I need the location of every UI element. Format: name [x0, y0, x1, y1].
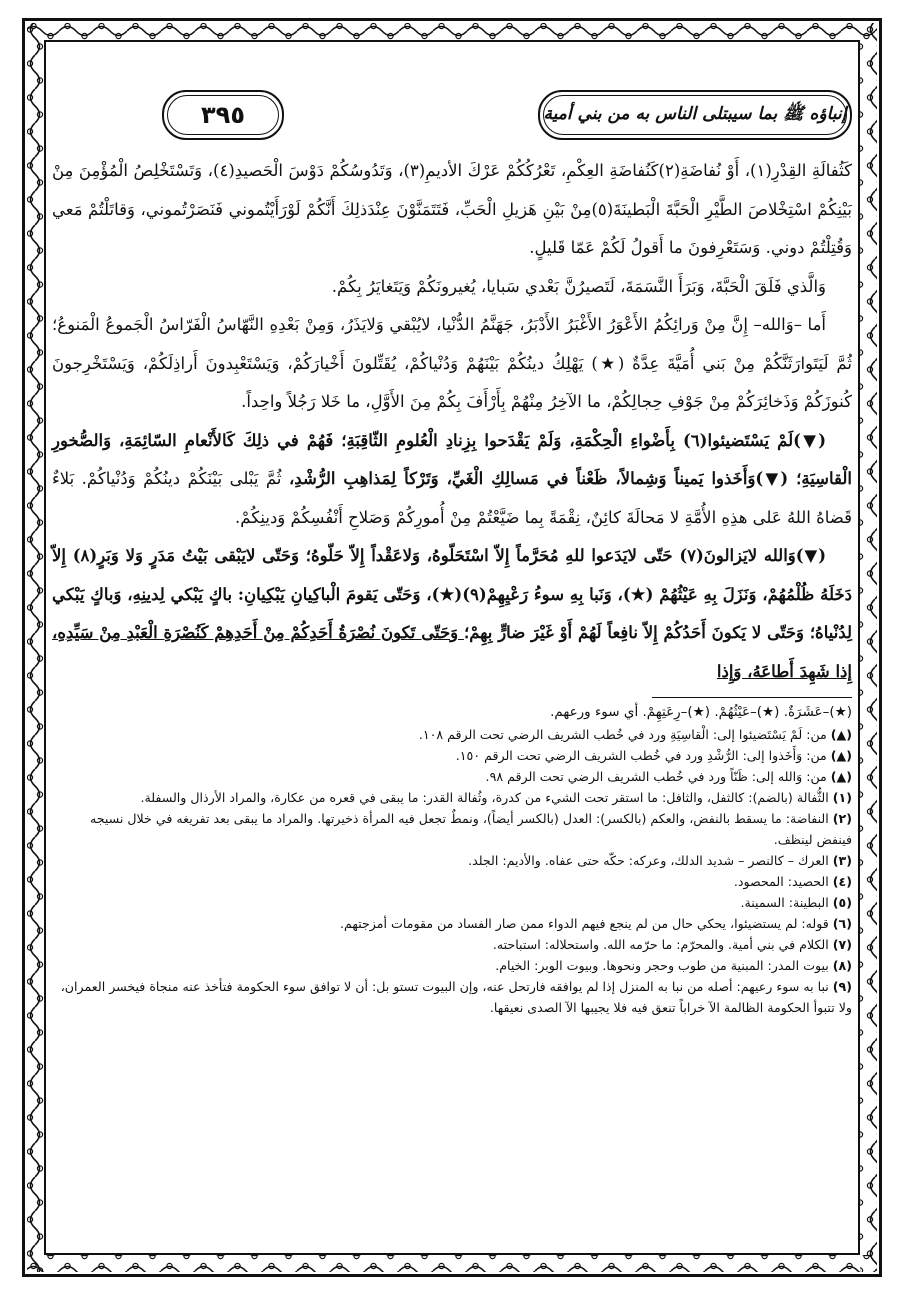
footnote-label: (٧)	[832, 937, 852, 952]
footnote-label: (٨)	[832, 958, 852, 973]
footnote-label: (٥)	[832, 895, 852, 910]
footnote	[52, 955, 852, 976]
footnote	[52, 871, 852, 892]
footnote-label: (١)	[832, 790, 852, 805]
footnote	[52, 850, 852, 871]
footnote	[52, 913, 852, 934]
footnote-label: (٣)	[832, 853, 852, 868]
glossary-line: (★)–عَشَرَةٌ. (★)–عَيْثُهُمْ. (★)–رِعَتِهِمْ. أي سوء ورعهم.	[550, 704, 852, 720]
page-header	[52, 88, 852, 152]
chapter-title: إنباؤه ﷺ بما سيبتلى الناس به من بني أمية	[538, 90, 852, 140]
footnote-label: (٦)	[832, 916, 852, 931]
footnote-label: (٤)	[832, 874, 852, 889]
footnote-text: من: وَأَخَذوا إلى: الرُّشْدِ ورد في خُطب الشريف الرضي تحت الرقم ١٥٠.	[455, 748, 827, 763]
footnote-label: (٢)	[832, 811, 852, 826]
footnote	[52, 976, 852, 1018]
footnote-label: (٩)	[832, 979, 852, 994]
footnote-label: (▲)	[830, 727, 852, 742]
footnote-label: (▲)	[830, 769, 852, 784]
paragraph-5	[52, 537, 852, 691]
paragraph-4	[52, 422, 852, 538]
footnote	[52, 787, 852, 808]
footnote-text: الحصيد: المحصود.	[733, 874, 829, 889]
footnote-text: بيوت المدر: المبنية من طوب وحجر ونحوها. وبيوت الوبر: الخيام.	[495, 958, 829, 973]
paragraph-2: وَالَّذي فَلَقَ الْحَبَّةَ، وَبَرَأَ النَّسَمَةَ، لَتَصيرُنَّ بَعْدي سَبايا، يُغيرونَكُمْ وَيَتَغايَرُ بِكُمْ.	[331, 276, 826, 296]
paragraph-5-lead: (▼)وَالله لايَزالونَ(٧) حَتّى لايَدَعوا للهِ مُحَرَّماً إِلاّ اسْتَحَلّوهُ، وَلاعَقْداً إِلاّ حَلّوهُ؛ وَحَتّى لايَبْقى بَيْتُ مَدَرٍ وَلا وَبَرٍ(٨) إِلاّ دَخَلَهُ ظُلْمُهُمْ، وَنَزَلَ بِهِ عَيْثُهُمْ (★)، وَنَبا بِهِ سوءُ رَعْيِهِمْ(٩)(★)، وَحَتّى يَقومَ الْباكِيانِ يَبْكِيانِ: باكٍ يَبْكي لِدينِهِ، وَباكٍ يَبْكي لِدُنْياهُ؛ وَحَتّى لا يَكونَ أَحَدُكُمْ إِلاّ نافِعاً لَهُمْ أَوْ غَيْرَ ضارٍّ بِهِمْ؛	[52, 546, 852, 642]
paragraph-4-lead: (▼)لَمْ يَسْتَضيئوا(٦) بِأَضْواءِ الْحِكْمَةِ، وَلَمْ يَقْدَحوا بِزِنادِ الْعُلومِ الثّاقِبَةِ؛ فَهُمْ في ذلِكَ كَالأَنْعامِ السّائِمَةِ، وَالصُّخورِ الْقاسِيَةِ؛ (▼)وَأَخَذوا يَميناً وَشِمالاً، ظَعْناً في مَسالِكِ الْغَيِّ، وَتَرْكاً لِمَذاهِبِ الرُّشْدِ،	[52, 430, 852, 488]
footnote	[52, 892, 852, 913]
footnote-text: نبا به سوء رعيهم: أصله من نبا به المنزل إذا لم يوافقه فارتحل عنه، وإن البيوت تستو بل: أن لا توافق سوء الحكومة فتأخذ عنه منجاة فيخسر العمران، ولا تتبوأ الحكومة الظالمة الآ خراباً تنعق فيه فلا يجيبها الآ الصدى نعيقها.	[60, 979, 852, 1015]
footnote-text: من: لَمْ يَسْتَضيئوا إلى: الْقاسِيَةِ ورد في خُطب الشريف الرضي تحت الرقم ١٠٨.	[418, 727, 827, 742]
footnote-label: (▲)	[830, 748, 852, 763]
footnote	[52, 724, 852, 745]
page-content	[52, 88, 852, 1248]
paragraph-3: أَما –وَالله– إِنَّ مِنْ وَرائِكُمُ الأَعْوَرُ الأَغْبَرُ الأَدْبَرُ، جَهَنَّمُ الدُّنْيا، لايُبْقي وَلايَذَرُ، وَمِنْ بَعْدِهِ النَّهّاسُ الْفَرّاسُ الْجَموعُ الْمَنوعُ؛ ثُمَّ لَيَتَوارَثَنَّكُمْ مِنْ بَني أُمَيَّةَ عِدَّةٌ (★) يَهْلِكُ دينُكُمْ بَيْنَهُمْ وَدُنْياكُمْ، يُقَتِّلونَ أَخْيارَكُمْ، وَيَسْتَعْبِدونَ أَراذِلَكُمْ، وَيَسْتَخْرِجونَ كُنوزَكُمْ وَذَخائِرَكُمْ مِنْ جَوْفِ حِجالِكُمْ، ما الآخِرُ مِنْهُمْ بِأَرْأَفَ بِكُمْ مِنَ الأَوَّلِ، ما خَلا رَجُلاً واحِداً.	[52, 315, 852, 411]
footnote-text: قوله: لم يستضيئوا، يحكي حال من لم ينجع فيهم الدواء ممن صار الفساد من مقومات أمزجتهم.	[340, 916, 829, 931]
footnote-text: البطينة: السمينة.	[740, 895, 829, 910]
footnote-text: الثُّفالة (بالضم): كالثفل، والثافل: ما استقر تحت الشيء من كدرة، وثُفالة القدر: ما يبقى في قعره من عكارة، والمراد الأرذال والسفلة.	[140, 790, 829, 805]
footnotes	[52, 724, 852, 1018]
footnote	[52, 934, 852, 955]
footnote-text: من: وَالله إلى: ظَنّاً ورد في خُطب الشريف الرضي تحت الرقم ٩٨.	[485, 769, 827, 784]
footnote-text: الكلام في بني أمية. والمحرّم: ما حرّمه الله. واستحلاله: استباحته.	[492, 937, 829, 952]
main-text	[52, 152, 852, 691]
paragraph-5-underlined: وَحَتّى تَكونَ نُصْرَةُ أَحَدِكُمْ مِنْ أَحَدِهِمْ كَنُصْرَةِ الْعَبْدِ مِنْ سَيِّدِهِ، إِذا شَهِدَ أَطاعَهُ، وَإِذا	[52, 623, 852, 681]
footnote-text: العرك – كالنصر – شديد الدلك، وعركه: حكّه حتى عفاه. والأديم: الجلد.	[468, 853, 829, 868]
page-number: ٣٩٥	[162, 90, 284, 140]
footnote	[52, 745, 852, 766]
paragraph-4-tail: ثُمَّ يَبْلى بَيْنَكُمْ دينُكُمْ وَدُنْياكُمْ. بَلاءٌ قَضاهُ اللهُ عَلى هذِهِ الأُمَّةِ لا مَحالَةَ كائِنٌ، نِقْمَةً بِما ضَيَّعْتُمْ مِنْ أُمورِكُمْ وَصَلاحِ أَنْفُسِكُمْ وَدينِكُمْ.	[52, 469, 852, 527]
footnote	[52, 808, 852, 850]
paragraph-1: كَثُفالَةِ القِدْرِ(١)، أَوْ نُفاضَةِ(٢)كَنُفاضَةِ العِكْمِ، تَعْرُكُكُمْ عَرْكَ الأديمِ(٣)، وَتَدُوسُكُمْ دَوْسَ الْحَصيدِ(٤)، وَتَسْتَخْلِصُ الْمُؤْمِنَ مِنْ بَيْنِكُمْ اسْتِخْلاصَ الطَّيْرِ الْحَبَّةَ الْبَطينَةَ(٥)مِنْ بَيْنِ هَزيلِ الْحَبِّ، فَتَتَمَنَّوْنَ عِنْدَذلِكَ أَنَّكُمْ لَوْرَأَيْتُموني فَنَصَرْتُموني، وَقاتَلْتُمْ مَعي وَقُتِلْتُمْ دوني. وَسَتَعْرِفونَ ما أَقولُ لَكُمْ عَمّا قَليلٍ.	[52, 161, 852, 257]
footnote-text: النفاضة: ما يسقط بالنفض، والعكم (بالكسر): العدل (بالكسر أيضاً)، ونمطٌ تجعل فيه المرأة ذخيرتها. والمراد ما يبقى بعد تفريغه في خلال نسيجه فينفض لينظف.	[89, 811, 852, 847]
footnote	[52, 766, 852, 787]
footnote-separator	[652, 697, 852, 698]
